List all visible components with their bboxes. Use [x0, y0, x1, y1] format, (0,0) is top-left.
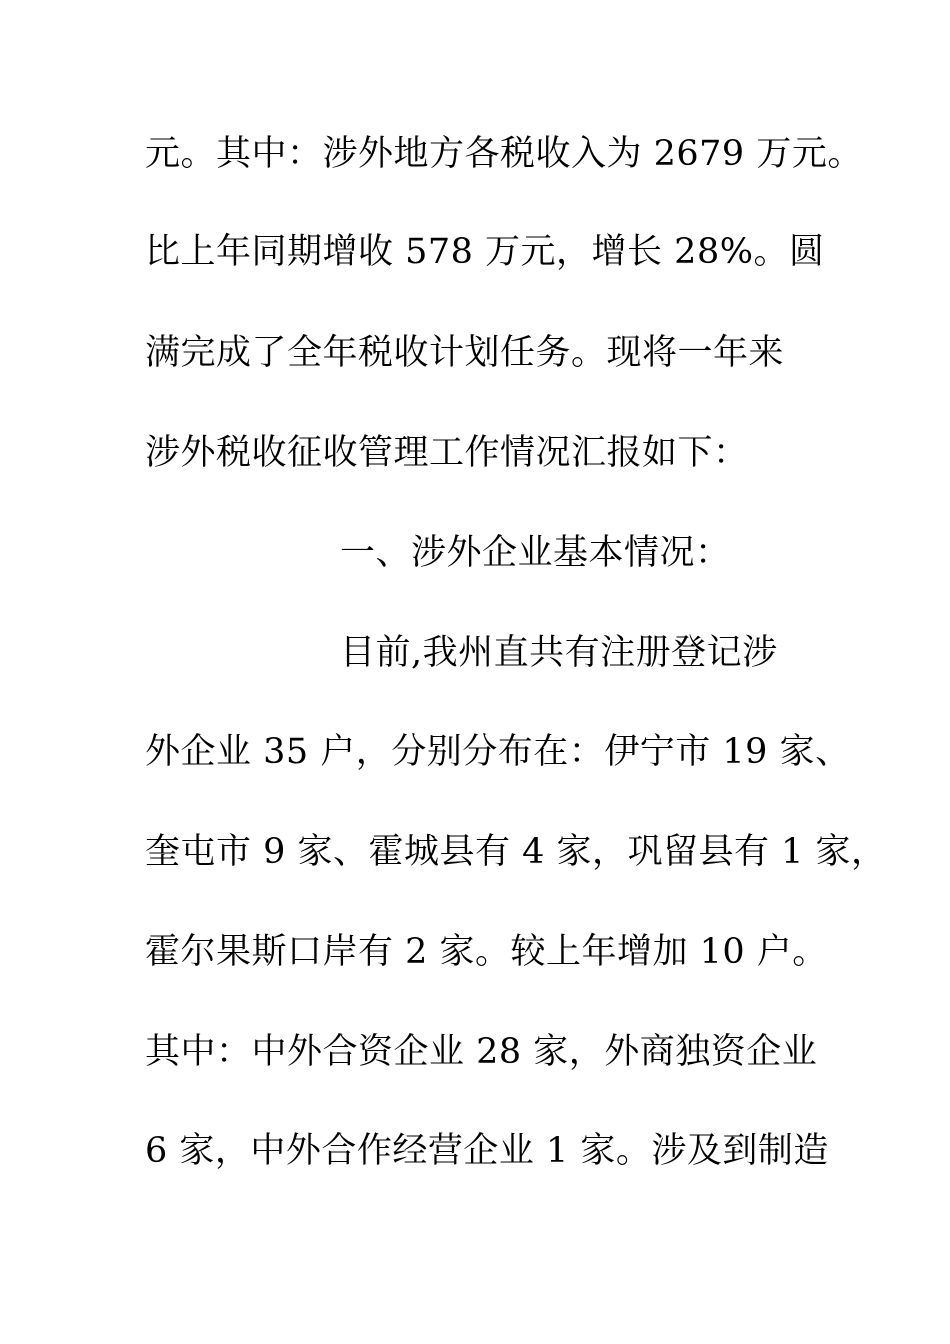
paragraph-line: 6 家，中外合作经营企业 1 家。涉及到制造 — [145, 1131, 829, 1171]
paragraph-line: 元。其中：涉外地方各税收入为 2679 万元。 — [145, 134, 863, 174]
paragraph-line: 奎屯市 9 家、霍城县有 4 家，巩留县有 1 家， — [145, 832, 887, 872]
paragraph-line: 目前,我州直共有注册登记涉 — [340, 633, 778, 673]
paragraph-line: 霍尔果斯口岸有 2 家。较上年增加 10 户。 — [145, 932, 828, 972]
paragraph-line: 比上年同期增收 578 万元，增长 28%。圆 — [145, 232, 825, 272]
paragraph-line: 涉外税收征收管理工作情况汇报如下： — [145, 433, 749, 473]
paragraph-line: 满完成了全年税收计划任务。现将一年来 — [145, 333, 785, 373]
paragraph-line: 外企业 35 户，分别分布在：伊宁市 19 家、 — [145, 732, 851, 772]
section-heading: 一、涉外企业基本情况： — [340, 533, 731, 573]
paragraph-line: 其中：中外合资企业 28 家，外商独资企业 — [145, 1032, 818, 1072]
